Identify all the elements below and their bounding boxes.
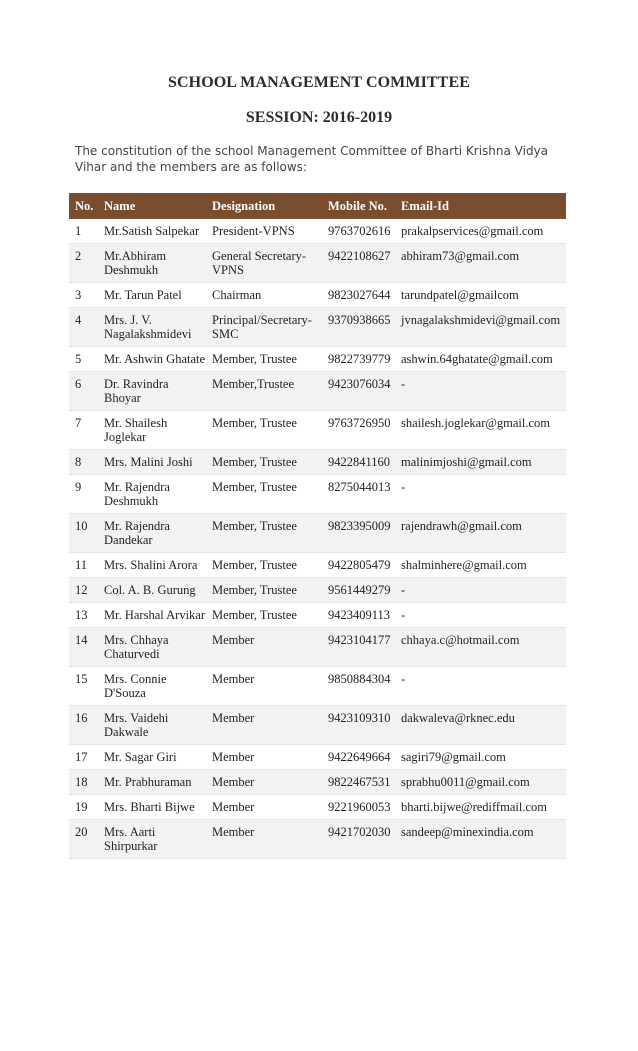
cell-no: 18 <box>75 775 88 789</box>
cell-designation: Member <box>212 633 255 647</box>
cell-name: Mr. Rajendra Dandekar <box>104 519 170 547</box>
cell-designation: Member, Trustee <box>212 455 297 469</box>
cell-designation: President-VPNS <box>212 224 295 238</box>
cell-email: dakwaleva@rknec.edu <box>401 711 515 725</box>
cell-mobile: 9221960053 <box>328 800 391 814</box>
cell-email: malinimjoshi@gmail.com <box>401 455 532 469</box>
header-email: Email-Id <box>401 198 449 213</box>
table-row <box>69 795 566 820</box>
cell-email: rajendrawh@gmail.com <box>401 519 522 533</box>
cell-no: 2 <box>75 249 82 263</box>
cell-designation: Member, Trustee <box>212 583 297 597</box>
table-row <box>69 770 566 795</box>
cell-email: - <box>401 583 406 597</box>
cell-name: Mr. Ashwin Ghatate <box>104 352 206 366</box>
cell-mobile: 9423104177 <box>328 633 391 647</box>
table-row <box>69 706 566 745</box>
cell-name: Mrs. Shalini Arora <box>104 558 198 572</box>
cell-name: Mr. Sagar Giri <box>104 750 177 764</box>
cell-designation: Member,Trustee <box>212 377 295 391</box>
cell-no: 13 <box>75 608 88 622</box>
cell-no: 16 <box>75 711 88 725</box>
cell-designation: Member <box>212 711 255 725</box>
cell-no: 10 <box>75 519 88 533</box>
cell-mobile: 9561449279 <box>328 583 391 597</box>
cell-designation: General Secretary-VPNS <box>212 249 307 277</box>
cell-email: prakalpservices@gmail.com <box>401 224 544 238</box>
cell-mobile: 9823027644 <box>328 288 391 302</box>
cell-mobile: 9763702616 <box>328 224 391 238</box>
cell-no: 8 <box>75 455 82 469</box>
committee-table <box>69 193 566 859</box>
cell-email: shalminhere@gmail.com <box>401 558 527 572</box>
table-row <box>69 667 566 706</box>
header-no: No. <box>75 198 94 213</box>
page-title: SCHOOL MANAGEMENT COMMITTEE <box>168 74 470 91</box>
cell-no: 14 <box>75 633 88 647</box>
cell-mobile: 9763726950 <box>328 416 391 430</box>
cell-designation: Member <box>212 825 255 839</box>
cell-name: Mr. Rajendra Deshmukh <box>104 480 170 508</box>
cell-email: - <box>401 672 406 686</box>
table-body <box>69 219 566 859</box>
cell-email: abhiram73@gmail.com <box>401 249 520 263</box>
cell-designation: Member, Trustee <box>212 352 297 366</box>
cell-no: 4 <box>75 313 82 327</box>
cell-designation: Member <box>212 775 255 789</box>
table-row <box>69 372 566 411</box>
cell-email: sprabhu0011@gmail.com <box>401 775 530 789</box>
cell-mobile: 8275044013 <box>328 480 391 494</box>
cell-name: Mr. Shailesh Joglekar <box>104 416 168 444</box>
cell-name: Mrs. Malini Joshi <box>104 455 193 469</box>
cell-email: jvnagalakshmidevi@gmail.com <box>401 313 561 327</box>
cell-mobile: 9423109310 <box>328 711 391 725</box>
header-designation: Designation <box>212 198 276 213</box>
cell-mobile: 9823395009 <box>328 519 391 533</box>
table-row <box>69 514 566 553</box>
cell-name: Mrs. Bharti Bijwe <box>104 800 195 814</box>
cell-email: bharti.bijwe@rediffmail.com <box>401 800 547 814</box>
cell-mobile: 9422649664 <box>328 750 391 764</box>
cell-name: Mr. Tarun Patel <box>104 288 182 302</box>
cell-designation: Member, Trustee <box>212 608 297 622</box>
cell-email: - <box>401 377 406 391</box>
table-row <box>69 628 566 667</box>
cell-no: 9 <box>75 480 82 494</box>
cell-no: 7 <box>75 416 82 430</box>
cell-name: Dr. Ravindra Bhoyar <box>104 377 169 405</box>
cell-mobile: 9421702030 <box>328 825 391 839</box>
cell-no: 19 <box>75 800 88 814</box>
cell-name: Mr.Abhiram Deshmukh <box>104 249 167 277</box>
cell-mobile: 9423076034 <box>328 377 391 391</box>
cell-email: ashwin.64ghatate@gmail.com <box>401 352 553 366</box>
cell-name: Mr. Harshal Arvikar <box>104 608 206 622</box>
cell-mobile: 9370938665 <box>328 313 391 327</box>
cell-name: Mr. Prabhuraman <box>104 775 192 789</box>
cell-email: shailesh.joglekar@gmail.com <box>401 416 550 430</box>
cell-name: Mr.Satish Salpekar <box>104 224 200 238</box>
cell-designation: Principal/Secretary-SMC <box>212 313 312 341</box>
session-subtitle: SESSION: 2016-2019 <box>245 109 393 126</box>
cell-name: Col. A. B. Gurung <box>104 583 196 597</box>
cell-designation: Member, Trustee <box>212 480 297 494</box>
table-row <box>69 745 566 770</box>
cell-mobile: 9422108627 <box>328 249 391 263</box>
table-row <box>69 283 566 308</box>
table-row <box>69 347 566 372</box>
cell-mobile: 9850884304 <box>328 672 391 686</box>
header-mobile: Mobile No. <box>328 198 388 213</box>
cell-email: tarundpatel@gmailcom <box>401 288 519 302</box>
table-header <box>69 193 566 219</box>
cell-no: 17 <box>75 750 88 764</box>
header-name: Name <box>104 198 136 213</box>
cell-designation: Chairman <box>212 288 262 302</box>
cell-no: 20 <box>75 825 88 839</box>
cell-name: Mrs. J. V. Nagalakshmidevi <box>104 313 192 341</box>
intro-paragraph: The constitution of the school Management Committee of Bharti Krishna Vidya Vihar and the members are as follows: <box>75 144 549 174</box>
cell-mobile: 9822467531 <box>328 775 391 789</box>
table-row <box>69 411 566 450</box>
cell-email: chhaya.c@hotmail.com <box>401 633 520 647</box>
cell-no: 6 <box>75 377 82 391</box>
cell-no: 15 <box>75 672 88 686</box>
cell-mobile: 9422805479 <box>328 558 391 572</box>
cell-designation: Member <box>212 750 255 764</box>
cell-designation: Member, Trustee <box>212 519 297 533</box>
cell-no: 12 <box>75 583 88 597</box>
cell-no: 3 <box>75 288 82 302</box>
cell-mobile: 9423409113 <box>328 608 391 622</box>
table-row <box>69 553 566 578</box>
cell-designation: Member, Trustee <box>212 416 297 430</box>
cell-name: Mrs. Vaidehi Dakwale <box>104 711 169 739</box>
cell-name: Mrs. Aarti Shirpurkar <box>104 825 158 853</box>
cell-mobile: 9822739779 <box>328 352 391 366</box>
cell-email: sandeep@minexindia.com <box>401 825 534 839</box>
table-row <box>69 244 566 283</box>
table-row <box>69 820 566 859</box>
cell-no: 1 <box>75 224 82 238</box>
cell-email: - <box>401 608 406 622</box>
cell-mobile: 9422841160 <box>328 455 391 469</box>
cell-name: Mrs. Connie D'Souza <box>104 672 167 700</box>
cell-name: Mrs. Chhaya Chaturvedi <box>104 633 169 661</box>
cell-no: 11 <box>75 558 88 572</box>
table-row <box>69 475 566 514</box>
cell-designation: Member <box>212 672 255 686</box>
table-row <box>69 578 566 603</box>
cell-designation: Member, Trustee <box>212 558 297 572</box>
table-row <box>69 603 566 628</box>
table-row <box>69 219 566 244</box>
table-header-row <box>69 193 566 219</box>
cell-no: 5 <box>75 352 82 366</box>
table-row <box>69 450 566 475</box>
cell-email: - <box>401 480 406 494</box>
table-row <box>69 308 566 347</box>
cell-designation: Member <box>212 800 255 814</box>
cell-email: sagiri79@gmail.com <box>401 750 506 764</box>
